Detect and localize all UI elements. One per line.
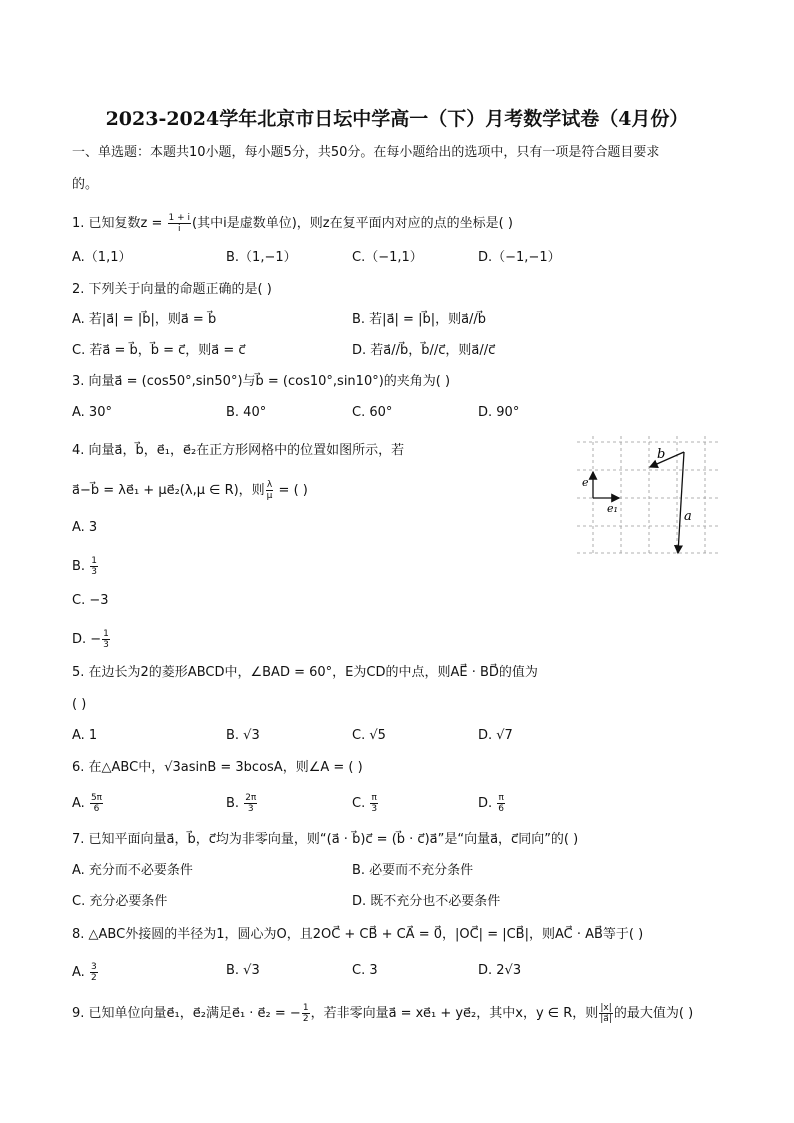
q2-option-b: B. 若|a⃗| = |b⃗|，则a⃗//b⃗ bbox=[352, 312, 487, 327]
q1-frac-den: i bbox=[178, 224, 181, 234]
question-4-stem-line1: 4. 向量a⃗，b⃗，e⃗₁，e⃗₂在正方形网格中的位置如图所示，若 bbox=[72, 443, 405, 458]
q6-option-d-letter: D. bbox=[478, 796, 493, 811]
q9-frac1-num: 1 bbox=[302, 1003, 309, 1013]
vector-a bbox=[678, 452, 684, 553]
q6-opta-num: 5π bbox=[90, 793, 103, 803]
q7-option-d: D. 既不充分也不必要条件 bbox=[352, 894, 501, 909]
q4-option-b bbox=[72, 556, 99, 577]
q2-option-d: D. 若a⃗//b⃗，b⃗//c⃗，则a⃗//c⃗ bbox=[352, 343, 496, 358]
q1-option-d: D.（−1,−1） bbox=[478, 250, 561, 265]
question-4-stem-line2 bbox=[72, 480, 308, 501]
vector-b bbox=[650, 452, 684, 467]
q7-option-c: C. 充分必要条件 bbox=[72, 894, 168, 909]
q7-option-a: A. 充分而不必要条件 bbox=[72, 863, 193, 878]
q4-stem-a: a⃗−b⃗ = λe⃗₁ + μe⃗₂(λ,μ ∈ R)，则 bbox=[72, 483, 265, 498]
vector-grid-figure bbox=[577, 436, 719, 556]
q7-option-b: B. 必要而不充分条件 bbox=[352, 863, 474, 878]
q6-optc-num: π bbox=[371, 793, 377, 803]
q6-option-a bbox=[72, 793, 104, 814]
q4-frac-den: μ bbox=[266, 491, 273, 501]
q4-option-b-letter: B. bbox=[72, 559, 86, 574]
q6-option-c-letter: C. bbox=[352, 796, 366, 811]
q5-option-b: B. √3 bbox=[226, 728, 260, 743]
q8-opta-num: 3 bbox=[90, 962, 97, 972]
q1-stem-b: (其中i是虚数单位)，则z在复平面内对应的点的坐标是( ) bbox=[192, 216, 513, 231]
q9-stem-a: 9. 已知单位向量e⃗₁，e⃗₂满足e⃗₁ · e⃗₂ = − bbox=[72, 1006, 301, 1021]
q9-frac2-den: |a⃗| bbox=[600, 1014, 612, 1024]
q6-option-b-letter: B. bbox=[226, 796, 240, 811]
q9-frac1-den: 2 bbox=[302, 1014, 309, 1024]
question-3-stem: 3. 向量a⃗ = (cos50°,sin50°)与b⃗ = (cos10°,sin10°)的夹角为( ) bbox=[72, 374, 451, 389]
q1-frac-num: 1 + i bbox=[168, 213, 191, 223]
q4-option-d bbox=[72, 629, 111, 650]
q8-option-a bbox=[72, 962, 99, 983]
q2-option-a: A. 若|a⃗| = |b⃗|，则a⃗ = b⃗ bbox=[72, 312, 217, 327]
q9-frac2-num: |x| bbox=[600, 1003, 612, 1013]
exam-title: 2023-2024学年北京市日坛中学高一（下）月考数学试卷（4月份） bbox=[105, 108, 689, 130]
q4-frac-num: λ bbox=[266, 480, 273, 490]
q9-fraction-1 bbox=[302, 1003, 310, 1024]
q9-fraction-2 bbox=[599, 1003, 613, 1024]
question-5-stem-cont: ( ) bbox=[72, 697, 87, 712]
question-6-stem: 6. 在△ABC中，√3asinB = 3bcosA，则∠A = ( ) bbox=[72, 760, 363, 775]
q3-option-a: A. 30° bbox=[72, 405, 112, 420]
question-5-stem: 5. 在边长为2的菱形ABCD中，∠BAD = 60°，E为CD的中点，则AE⃗ · BD⃗的值为 bbox=[72, 665, 538, 680]
q8-opta-den: 2 bbox=[90, 973, 97, 983]
q4-fraction bbox=[266, 480, 274, 501]
grid-lines bbox=[577, 436, 719, 556]
q6-option-b-fraction bbox=[244, 793, 257, 814]
section-heading-line2: 的。 bbox=[72, 177, 99, 192]
q6-optb-den: 3 bbox=[247, 804, 254, 814]
q6-opta-den: 6 bbox=[93, 804, 100, 814]
q6-optd-num: π bbox=[498, 793, 504, 803]
q4-option-d-fraction bbox=[102, 629, 110, 650]
label-a: a bbox=[684, 509, 692, 524]
q5-option-a: A. 1 bbox=[72, 728, 98, 743]
q4-optb-den: 3 bbox=[91, 567, 97, 577]
q6-option-a-letter: A. bbox=[72, 796, 85, 811]
q1-option-b: B.（1,−1） bbox=[226, 250, 297, 265]
q3-option-d: D. 90° bbox=[478, 405, 520, 420]
q6-optc-den: 3 bbox=[371, 804, 378, 814]
q4-optd-den: 3 bbox=[103, 640, 109, 650]
q4-option-c: C. −3 bbox=[72, 593, 109, 608]
label-e1: e₁ bbox=[607, 502, 618, 515]
q8-option-a-fraction bbox=[90, 962, 98, 983]
q6-option-c bbox=[352, 793, 379, 814]
question-7-stem: 7. 已知平面向量a⃗，b⃗，c⃗均为非零向量，则“(a⃗ · b⃗)c⃗ = (b⃗ · c⃗)a⃗”是“向量a⃗，c⃗同向”的( ) bbox=[72, 832, 579, 847]
q4-stem-b: = ( ) bbox=[274, 483, 308, 498]
question-9-stem bbox=[72, 1003, 693, 1024]
q4-option-d-letter: D. − bbox=[72, 632, 102, 647]
q6-optd-den: 6 bbox=[498, 804, 505, 814]
q6-option-d-fraction bbox=[497, 793, 505, 814]
section-heading-line1: 一、单选题：本题共10小题，每小题5分，共50分。在每小题给出的选项中，只有一项是符合题目要求 bbox=[72, 145, 660, 160]
q6-option-a-fraction bbox=[90, 793, 103, 814]
q9-stem-c: 的最大值为( ) bbox=[613, 1006, 694, 1021]
q6-option-c-fraction bbox=[370, 793, 378, 814]
q4-optd-num: 1 bbox=[103, 629, 109, 639]
q8-option-d: D. 2√3 bbox=[478, 963, 522, 978]
q1-option-c: C.（−1,1） bbox=[352, 250, 423, 265]
q4-optb-num: 1 bbox=[91, 556, 97, 566]
label-e2: e bbox=[582, 476, 589, 489]
q1-stem-a: 1. 已知复数z = bbox=[72, 216, 167, 231]
label-b: b bbox=[657, 447, 666, 462]
q4-option-b-fraction bbox=[90, 556, 98, 577]
q5-option-d: D. √7 bbox=[478, 728, 513, 743]
question-1-stem bbox=[72, 213, 513, 234]
q6-option-d bbox=[478, 793, 506, 814]
q8-option-a-letter: A. bbox=[72, 965, 85, 980]
q6-option-b bbox=[226, 793, 258, 814]
q8-option-c: C. 3 bbox=[352, 963, 378, 978]
q8-option-b: B. √3 bbox=[226, 963, 260, 978]
q4-option-a: A. 3 bbox=[72, 520, 98, 535]
q1-fraction bbox=[168, 213, 192, 234]
question-2-stem: 2. 下列关于向量的命题正确的是( ) bbox=[72, 282, 272, 297]
q2-option-c: C. 若a⃗ = b⃗，b⃗ = c⃗，则a⃗ = c⃗ bbox=[72, 343, 246, 358]
question-8-stem: 8. △ABC外接圆的半径为1，圆心为O，且2OC⃗ + CB⃗ + CA⃗ = 0⃗，|OC⃗| = |CB⃗|，则AC⃗ · AB⃗等于( ) bbox=[72, 927, 644, 942]
q3-option-b: B. 40° bbox=[226, 405, 267, 420]
q9-stem-b: ，若非零向量a⃗ = xe⃗₁ + ye⃗₂，其中x，y ∈ R，则 bbox=[310, 1006, 599, 1021]
q6-optb-num: 2π bbox=[245, 793, 257, 803]
q5-option-c: C. √5 bbox=[352, 728, 386, 743]
q3-option-c: C. 60° bbox=[352, 405, 393, 420]
q1-option-a: A.（1,1） bbox=[72, 250, 132, 265]
